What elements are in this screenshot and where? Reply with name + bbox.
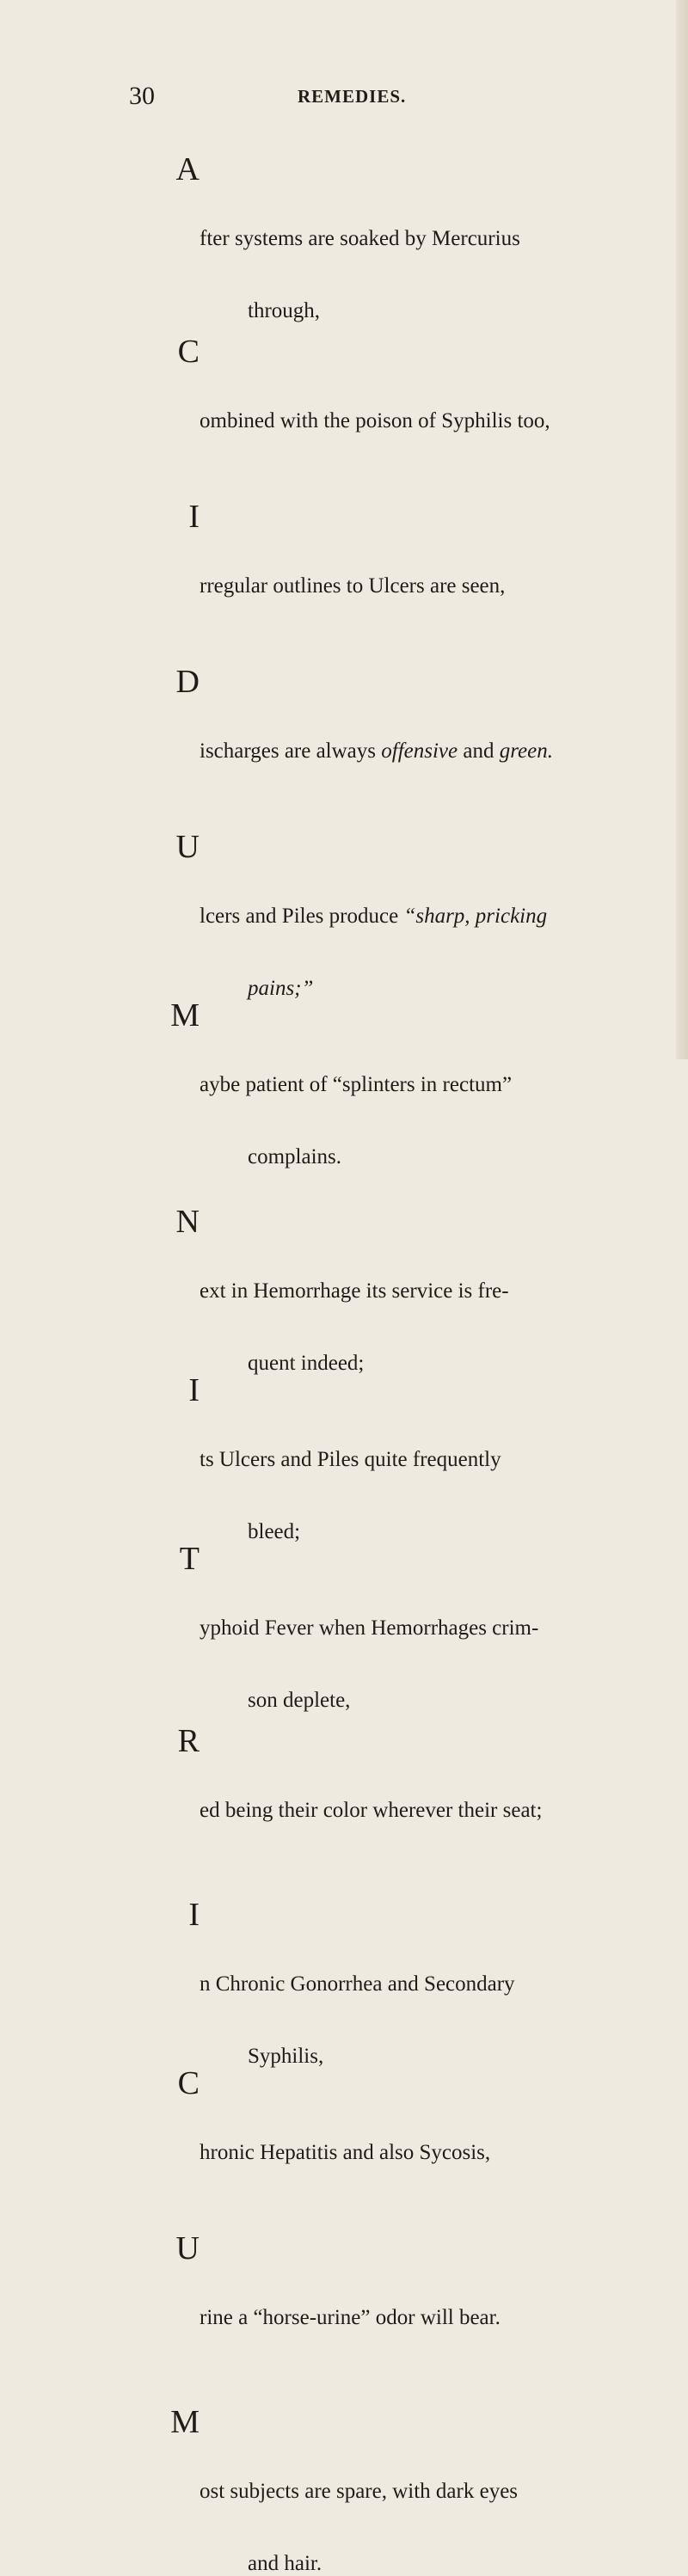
poem-line-text: aybe patient of “splinters in rectum”: [200, 1073, 513, 1096]
page-number: 30: [129, 82, 155, 110]
poem-line-9: [165, 1541, 612, 1689]
poem-text-part: ischarges are always: [200, 739, 382, 763]
drop-cap-m: M: [170, 997, 200, 1033]
poem-line-text: ombined with the poison of Syphilis too,: [200, 409, 550, 432]
poem-line-10: [165, 1723, 612, 1871]
poem-line-12: [165, 2065, 612, 2213]
poem-line-14: [165, 2404, 612, 2552]
poem-line-7: [165, 1204, 612, 1352]
poem-line-2: [165, 334, 612, 481]
poem-line-continuation: Syphilis,: [248, 2045, 324, 2068]
drop-cap-d: D: [175, 664, 200, 700]
poem-line-continuation: son deplete,: [248, 1689, 351, 1712]
poem-line-8: [165, 1372, 612, 1520]
poem-line-continuation: quent indeed;: [248, 1352, 365, 1375]
poem-line-text: ost subjects are spare, with dark eyes: [200, 2480, 519, 2503]
poem-text-part: and: [458, 739, 500, 763]
poem-line-5: [165, 829, 612, 977]
poem-line-continuation: through,: [248, 299, 321, 322]
drop-cap-i: I: [188, 499, 200, 535]
poem-line-continuation: pains;”: [248, 977, 314, 1000]
poem-line-text: n Chronic Gonorrhea and Secondary: [200, 1972, 515, 1996]
poem-line-text: yphoid Fever when Hemorrhages crim-: [200, 1616, 539, 1640]
poem-line-1: [165, 151, 612, 299]
drop-cap-c: C: [177, 2065, 200, 2101]
poem-line-text: [200, 739, 612, 764]
drop-cap-c: C: [177, 334, 200, 370]
poem-emphasis: offensive: [381, 739, 458, 763]
poem-emphasis: green.: [499, 739, 553, 763]
drop-cap-t: T: [179, 1541, 200, 1577]
poem-line-text: [200, 905, 612, 929]
drop-cap-u: U: [175, 2230, 200, 2266]
poem-line-text: ext in Hemorrhage its service is fre-: [200, 1279, 509, 1303]
drop-cap-i: I: [188, 1372, 200, 1408]
drop-cap-n: N: [175, 1204, 200, 1240]
poem-line-text: hronic Hepatitis and also Sycosis,: [200, 2141, 491, 2164]
poem-text-part: lcers and Piles produce: [200, 905, 404, 928]
poem-line-continuation: bleed;: [248, 1520, 301, 1543]
drop-cap-i: I: [188, 1897, 200, 1933]
poem-line-6: [165, 997, 612, 1145]
poem-line-text: fter systems are soaked by Mercurius: [200, 227, 520, 250]
page-edge: [676, 0, 688, 1059]
poem-emphasis: “sharp, pricking: [403, 905, 548, 928]
poem-line-4: [165, 664, 612, 812]
running-head: REMEDIES.: [298, 86, 407, 107]
drop-cap-m: M: [170, 2404, 200, 2440]
drop-cap-u: U: [175, 829, 200, 865]
poem-line-3: [165, 499, 612, 647]
poem-line-text: ts Ulcers and Piles quite frequently: [200, 1448, 501, 1471]
page-header: [129, 79, 576, 113]
poem-line-continuation: complains.: [248, 1145, 342, 1168]
poem-line-11: [165, 1897, 612, 2045]
drop-cap-a: A: [175, 151, 200, 187]
poem-line-continuation: and hair.: [248, 2552, 322, 2575]
poem-line-text: ed being their color wherever their seat;: [200, 1799, 543, 1822]
drop-cap-r: R: [177, 1723, 200, 1759]
poem: [165, 151, 612, 2576]
poem-line-13: [165, 2230, 612, 2378]
poem-line-text: rregular outlines to Ulcers are seen,: [200, 574, 506, 598]
poem-line-text: rine a “horse-urine” odor will bear.: [200, 2306, 501, 2329]
